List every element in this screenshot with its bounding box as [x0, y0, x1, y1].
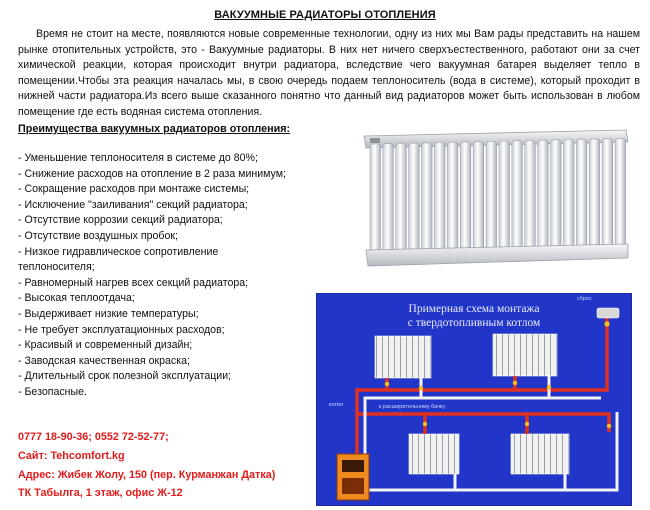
list-item: - Не требует эксплуатационных расходов;: [18, 323, 225, 336]
scheme-title-line-1: Примерная схема монтажа: [408, 303, 540, 315]
radiator-2: [493, 334, 557, 376]
list-item: - Снижение расходов на отопление в 2 раза минимум;: [18, 167, 286, 180]
radiator-section: [602, 139, 613, 247]
radiator-section: [486, 141, 497, 249]
address: Адрес: Жибек Жолу, 150 (пер. Курманжан Датка): [18, 468, 276, 481]
scheme-title-line-2: с твердотопливным котлом: [407, 317, 541, 329]
radiator-section: [435, 143, 446, 251]
list-item: - Безопасные.: [18, 385, 87, 398]
radiator-section: [525, 140, 536, 248]
list-item: - Длительный срок полезной эксплуатации;: [18, 370, 232, 383]
list-item: - Красивый и современный дизайн;: [18, 339, 193, 352]
list-item: - Низкое гидравлическое сопротивление: [18, 245, 219, 258]
return-pipes: [365, 376, 617, 490]
radiator-section: [499, 141, 510, 249]
radiator-section: [447, 142, 458, 250]
page-title: ВАКУУМНЫЕ РАДИАТОРЫ ОТОПЛЕНИЯ: [214, 9, 436, 21]
radiator-section: [512, 141, 523, 249]
website-link[interactable]: Сайт: Tehcomfort.kg: [18, 449, 125, 462]
radiator-1: [375, 336, 431, 378]
list-item: - Высокая теплоотдача;: [18, 292, 135, 305]
office: ТК Табылга, 1 этаж, офис Ж-12: [18, 487, 183, 500]
radiator-section: [370, 144, 381, 252]
scheme-title: [317, 302, 631, 330]
radiator-image: [356, 128, 632, 273]
radiator-section: [576, 139, 587, 247]
contacts-block: [18, 428, 318, 503]
label-tank: к расширительному бачку: [379, 404, 446, 410]
radiator-section: [589, 139, 600, 247]
radiator-section: [409, 143, 420, 251]
installation-scheme: [316, 293, 632, 506]
radiator-section: [564, 140, 575, 248]
radiator-section: [538, 140, 549, 248]
list-item: теплоносителя;: [18, 261, 95, 274]
radiator-3: [409, 434, 459, 474]
label-boiler: котел: [329, 402, 343, 408]
list-item: - Заводская качественная окраска;: [18, 354, 190, 367]
radiator-sections: [370, 138, 626, 252]
list-item: - Отсутствие воздушных пробок;: [18, 229, 178, 242]
radiator-section: [383, 144, 394, 252]
advantages-list: [18, 151, 318, 401]
intro-paragraph: Время не стоит на месте, появляются новые современные технологии, одну из них мы Вам рады представить на нашем рынке отопительных устройств, это - Вакуумные радиаторы. В них нет ничего сверхъестественного, работают они за счет химической реакции, которая происходит внутри радиатора, вследствие чего вакуумная батарея выделяет тепло в помещении.Чтобы эта реакция началась мы, в свою очередь подаем теплоноситель (вода в системе), который проходит в нижней части радиатора.Из всего выше сказанного понятно что данный вид радиаторов может быть использован в любом помещение где есть водяная система отопления.: [18, 28, 640, 118]
boiler: [337, 454, 369, 500]
radiator-section: [422, 143, 433, 251]
list-item: - Выдерживает низкие температуры;: [18, 307, 199, 320]
list-item: - Равномерный нагрев всех секций радиатора;: [18, 276, 249, 289]
radiator-section: [473, 142, 484, 250]
list-item: - Исключение "заиливания" секций радиатора;: [18, 198, 248, 211]
list-item: - Сокращение расходов при монтаже системы;: [18, 183, 250, 196]
label-top-right: сброс: [577, 296, 592, 302]
phones[interactable]: 0777 18-90-36; 0552 72-52-77;: [18, 431, 169, 443]
radiator-section: [460, 142, 471, 250]
radiator-section: [396, 143, 407, 251]
list-item: - Отсутствие коррозии секций радиатора;: [18, 214, 223, 227]
radiator-section: [551, 140, 562, 248]
radiator-4: [511, 434, 569, 474]
list-item: - Уменьшение теплоносителя в системе до 80%;: [18, 152, 258, 164]
radiator-section: [615, 138, 626, 246]
advantages-heading: Преимущества вакуумных радиаторов отопления:: [18, 123, 291, 135]
